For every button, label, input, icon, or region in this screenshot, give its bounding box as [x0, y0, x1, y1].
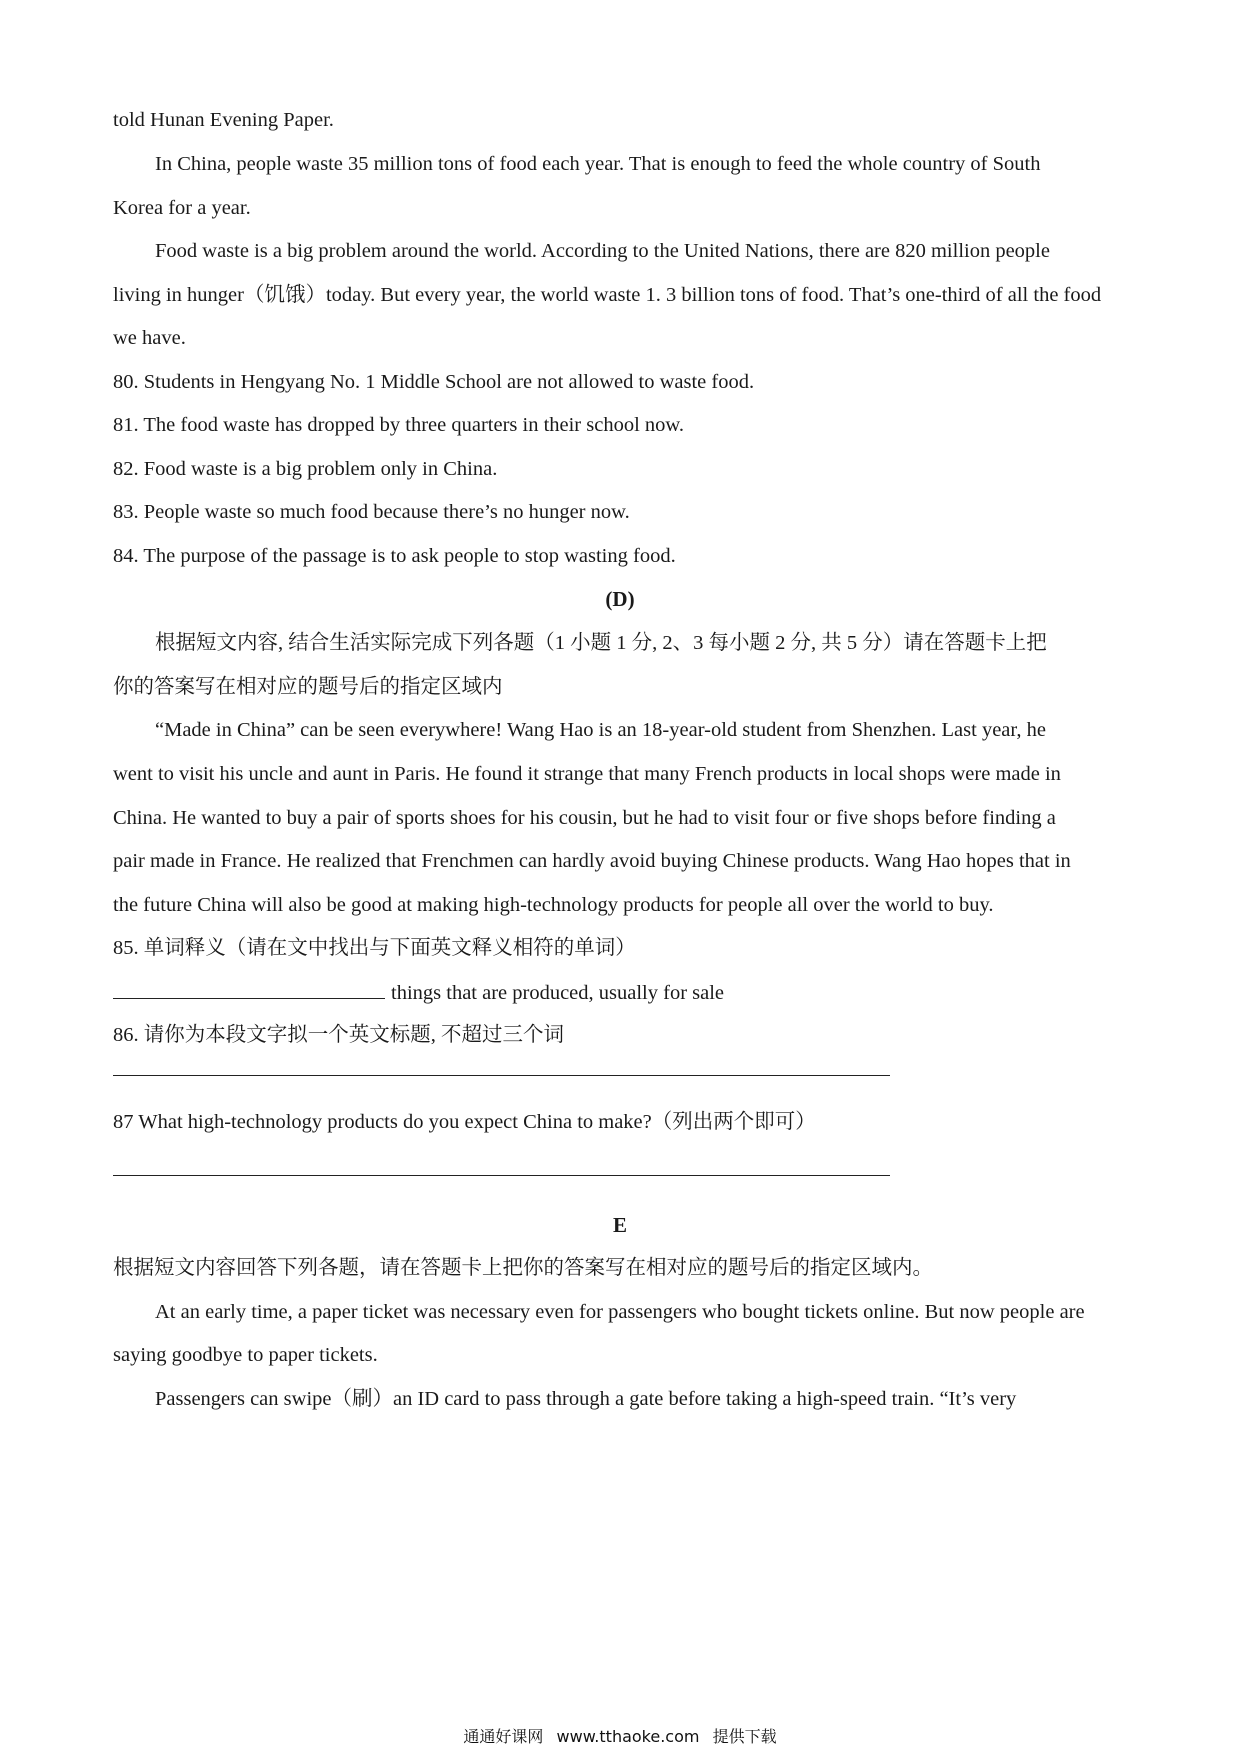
section-d-passage-line1: “Made in China” can be seen everywhere! Wang Hao is an 18-year-old student from Shenzhen. Last year, he	[155, 719, 1046, 741]
question-87: 87 What high-technology products do you expect China to make?（列出两个即可）	[113, 1111, 816, 1133]
answer-line-86[interactable]	[113, 1075, 890, 1076]
answer-line-87[interactable]	[113, 1175, 890, 1176]
footer-site-name: 通通好课网	[463, 1727, 544, 1746]
section-d-instruction-line2: 你的答案写在相对应的题号后的指定区域内	[113, 676, 503, 698]
passage-c-continuation: told Hunan Evening Paper.	[113, 109, 334, 131]
statement-82: 82. Food waste is a big problem only in China.	[113, 458, 498, 480]
section-d-passage-line5: the future China will also be good at making high-technology products for people all over the world to buy.	[113, 894, 994, 916]
section-e-para1-line1: At an early time, a paper ticket was necessary even for passengers who bought tickets online. But now people are	[155, 1301, 1085, 1323]
passage-c-para2-line3: we have.	[113, 327, 186, 349]
section-e-heading: E	[612, 1213, 627, 1237]
answer-blank-85[interactable]	[113, 978, 385, 999]
footer-note: 提供下载	[712, 1727, 777, 1746]
passage-c-para2-line1: Food waste is a big problem around the world. According to the United Nations, there are 820 million people	[155, 240, 1050, 262]
statement-80: 80. Students in Hengyang No. 1 Middle School are not allowed to waste food.	[113, 371, 755, 393]
footer-url[interactable]: www.tthaoke.com	[556, 1727, 700, 1746]
section-d-heading: (D)	[605, 587, 635, 611]
section-d-instruction-line1: 根据短文内容, 结合生活实际完成下列各题（1 小题 1 分, 2、3 每小题 2 分, 共 5 分）请在答题卡上把	[155, 632, 1047, 654]
statement-81: 81. The food waste has dropped by three quarters in their school now.	[113, 414, 685, 436]
section-d-passage-line3: China. He wanted to buy a pair of sports shoes for his cousin, but he had to visit four or five shops before finding a	[113, 807, 1056, 829]
section-e-instruction: 根据短文内容回答下列各题，请在答题卡上把你的答案写在相对应的题号后的指定区域内。	[113, 1257, 933, 1279]
passage-c-para2-line2: living in hunger（饥饿）today. But every year, the world waste 1. 3 billion tons of food. That’s one-third of all the food	[113, 284, 1102, 306]
question-86: 86. 请你为本段文字拟一个英文标题, 不超过三个词	[113, 1024, 564, 1046]
passage-c-para1-line1: In China, people waste 35 million tons of food each year. That is enough to feed the whole country of South	[155, 153, 1041, 175]
question-85: 85. 单词释义（请在文中找出与下面英文释义相符的单词）	[113, 937, 636, 959]
passage-c-para1-line2: Korea for a year.	[113, 197, 251, 219]
question-85-answer-row	[113, 978, 1133, 1007]
section-e-para1-line2: saying goodbye to paper tickets.	[113, 1344, 378, 1366]
question-85-definition: things that are produced, usually for sale	[391, 982, 725, 1004]
section-d-passage-line4: pair made in France. He realized that Frenchmen can hardly avoid buying Chinese products. Wang Hao hopes that in	[113, 850, 1071, 872]
section-d-passage-line2: went to visit his uncle and aunt in Paris. He found it strange that many French products in local shops were made in	[113, 763, 1061, 785]
statement-83: 83. People waste so much food because there’s no hunger now.	[113, 501, 630, 523]
statement-84: 84. The purpose of the passage is to ask people to stop wasting food.	[113, 545, 676, 567]
page-footer	[0, 1726, 1240, 1748]
section-e-para2-line1: Passengers can swipe（刷）an ID card to pass through a gate before taking a high-speed train. “It’s very	[155, 1388, 1017, 1410]
